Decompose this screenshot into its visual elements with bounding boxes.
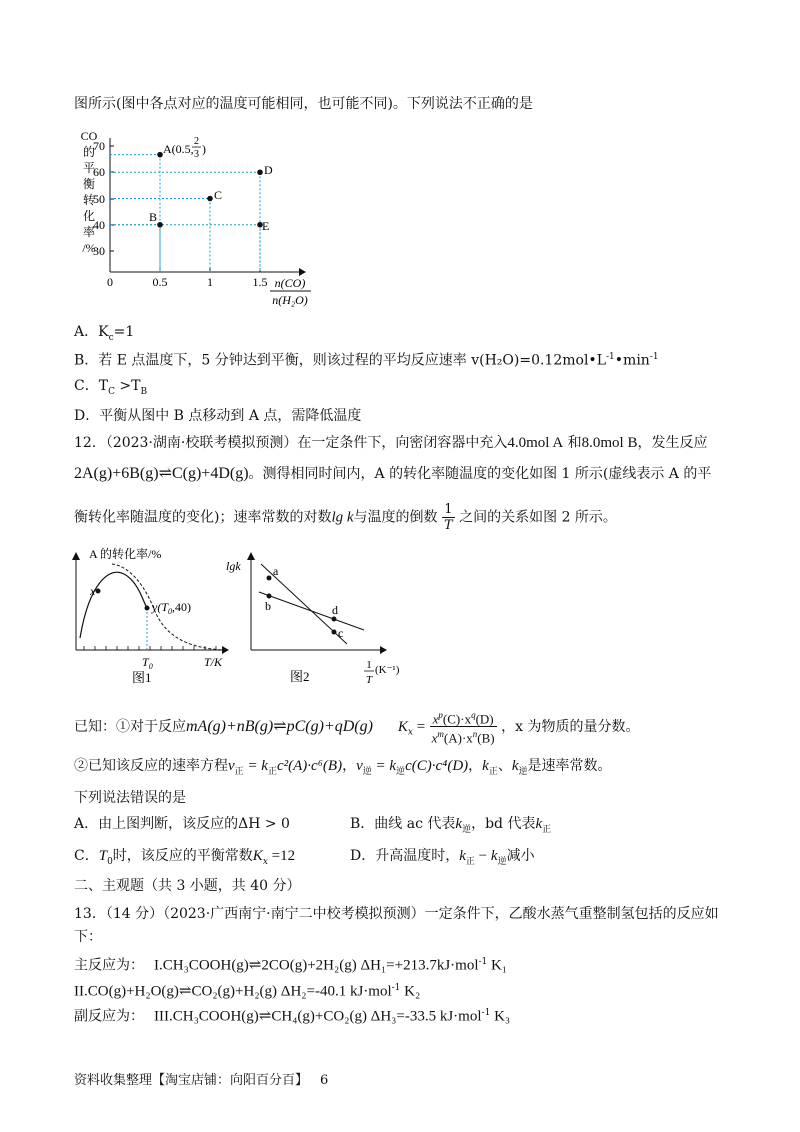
ylabel-char: CO — [80, 129, 98, 143]
fig2-point-a — [267, 576, 272, 581]
figure-1 — [64, 544, 234, 684]
kx-fraction: $\frac{x^p(C)\cdot x^q(D)}{x^m(A)\cdot x^n(B)}$ — [431, 710, 495, 746]
q11-option-b: B．若 E 点温度下，5 分钟达到平衡，则该过程的平均反应速率 $v(H_2O)=0.12mol•L^{-1}•\min^{-1}$ — [74, 352, 659, 369]
fig1-ylabel: A 的转化率/% — [89, 547, 162, 561]
fig1-tick-marks — [84, 646, 216, 650]
q13-line2: 下： — [74, 929, 102, 945]
section-2-heading: 二、主观题（共 3 小题，共 40 分） — [74, 878, 301, 894]
q12-line2: 2A(g)+6B(g)⇌C(g)+4D(g)。测得相同时间内，A 的转化率随温度的变化如图 1 所示(虚线表示 A 的平 — [74, 465, 712, 482]
y-tick-label: 70 — [93, 139, 105, 153]
x-tick-label: 0.5 — [152, 275, 168, 289]
fig2-point-c — [332, 630, 337, 635]
point-label-a-num: 2 — [194, 136, 199, 147]
fig1-point-x — [96, 589, 101, 594]
q12-line1: 12．（2023·湖南·校联考模拟预测）在一定条件下，向密闭容器中充入4.0mol A 和8.0mol B，发生反应 — [74, 435, 708, 451]
q12-reaction: 2A(g)+6B(g)⇌C(g)+4D(g) — [74, 465, 249, 482]
data-point-b — [157, 222, 163, 228]
y-tick-label: 60 — [93, 165, 105, 179]
ylabel-char: 转 — [82, 193, 96, 207]
fig1-label-y: $y(T_0,40)$ — [152, 600, 191, 616]
q13-line1: 13．（14 分）（2023·广西南宁·南宁二中校考模拟预测）一定条件下，乙酸水蒸气重整制氢包括的反应如 — [74, 906, 719, 922]
co-conversion-chart — [74, 124, 334, 314]
fig2-point-b — [267, 594, 272, 599]
fig2-line-bd — [259, 592, 364, 630]
fig1-label-x: x — [90, 584, 96, 598]
point-label-c: C — [214, 188, 223, 202]
fig2-label-b: b — [265, 599, 271, 613]
x-axis-arrow — [299, 268, 306, 276]
x-ticks — [107, 275, 268, 289]
data-point-d — [257, 169, 263, 175]
fig2-point-d — [332, 617, 337, 622]
q12-option-d: D．升高温度时，$k_正 - k_逆$减小 — [350, 848, 535, 867]
fig1-caption: 图1 — [132, 670, 152, 684]
q12-option-a: A．由上图判断，该反应的ΔH > 0 — [74, 816, 290, 832]
ylabel-char: 的 — [82, 145, 96, 159]
x-label-numerator: n(CO) — [274, 276, 306, 290]
ylabel-char: 平 — [82, 161, 96, 175]
fig2-xlabel-unit: (K⁻¹) — [375, 664, 400, 676]
y-tick-label: 30 — [93, 244, 105, 258]
ylabel-char: 衡 — [82, 177, 96, 191]
fig1-t0: $T_0$ — [142, 655, 153, 671]
point-label-d: D — [264, 163, 273, 177]
x-label-denominator: n(H₂O) — [272, 293, 308, 307]
q12-line3: 衡转化率随温度的变化)；速率常数的对数lg k与温度的倒数 $\frac{1}{T}$ 之间的关系如图 2 所示。 — [74, 502, 617, 533]
q11-option-c: C．$T_C >T_B$ — [74, 378, 148, 397]
inv-t-fraction: $\frac{1}{T}$ — [444, 502, 453, 533]
fig2-caption: 图2 — [290, 669, 310, 684]
intro-line: 图所示(图中各点对应的温度可能相同，也可能不同)。下列说法不正确的是 — [74, 96, 533, 112]
q12-option-c: C．$T_0$时，该反应的平衡常数$K_x =12$ — [74, 848, 296, 867]
fig1-conversion-curve — [80, 572, 147, 638]
fig2-label-a: a — [273, 564, 279, 578]
q13-reaction-1: 主反应为： I.CH₃COOH(g)⇌2CO(g)+2H₂(g) ΔH₁=+213.7kJ·mol$^{-1}$ K₁ — [74, 957, 508, 974]
ylabel-char: /% — [82, 241, 96, 255]
data-point-a — [157, 152, 163, 158]
fig2-label-d: d — [332, 603, 338, 617]
x-tick-label: 1 — [207, 275, 213, 289]
known-line3: 下列说法错误的是 — [74, 790, 186, 806]
fig1-point-y — [145, 606, 150, 611]
y-tick-label: 40 — [93, 218, 105, 232]
guide-lines — [110, 155, 260, 272]
ylabel-char: 化 — [82, 209, 96, 223]
fig2-label-c: c — [338, 626, 344, 640]
point-label-a-close: ) — [202, 142, 206, 156]
ylabel-char: 率 — [82, 225, 96, 239]
fig2-xlabel-num: 1 — [366, 659, 372, 671]
fig2-ylabel: lgk — [226, 559, 241, 573]
point-label-a: A(0.5, — [163, 142, 194, 156]
point-label-e: E — [262, 219, 270, 233]
footer-source: 资料收集整理【淘宝店铺：向阳百分百】 — [74, 1073, 309, 1088]
page-footer — [74, 1069, 328, 1088]
point-label-a-den: 3 — [194, 149, 199, 160]
fig1-xlabel: T/K — [204, 655, 223, 669]
data-point-c — [207, 196, 213, 202]
page-number: 6 — [320, 1073, 329, 1088]
x-tick-label: 0 — [107, 275, 113, 289]
point-label-b: B — [149, 210, 158, 224]
q13-reaction-3: 副反应为： III.CH₃COOH(g)⇌CH₄(g)+CO₂(g) ΔH₃=-33.5 kJ·mol$^{-1}$ K₃ — [74, 1008, 511, 1025]
q13-reaction-2: II.CO(g)+H₂O(g)⇌CO₂(g)+H₂(g) ΔH₂=-40.1 kJ·mol$^{-1}$ K₂ — [74, 983, 421, 1000]
fig2-xlabel-den: T — [365, 674, 373, 686]
known-line2: ②已知该反应的速率方程$v_正 = k_正c^2(A)\cdot c^6(B)$，$v_逆 = k_逆c(C)\cdot c^4(D)$，$k_正$、$k_逆$是速率常数。 — [74, 758, 612, 777]
x-tick-label: 1.5 — [252, 275, 268, 289]
figure-2 — [222, 544, 402, 694]
y-tick-label: 50 — [93, 192, 105, 206]
q11-option-a: A．$K_c=1$ — [74, 324, 135, 343]
q11-option-d: D．平衡从图中 B 点移动到 A 点，需降低温度 — [74, 408, 362, 424]
known-line1: 已知：①对于反应mA(g)+nB(g)⇌pC(g)+qD(g) $K_x$ = $\frac{x^p(C)\cdot x^q(D)}{x^m(A)\cdot x^n(B)}$ ，x 为物质的量分数。 — [74, 710, 640, 746]
q12-option-b: B．曲线 ac 代表$k_逆$，bd 代表$k_正$ — [350, 816, 552, 835]
